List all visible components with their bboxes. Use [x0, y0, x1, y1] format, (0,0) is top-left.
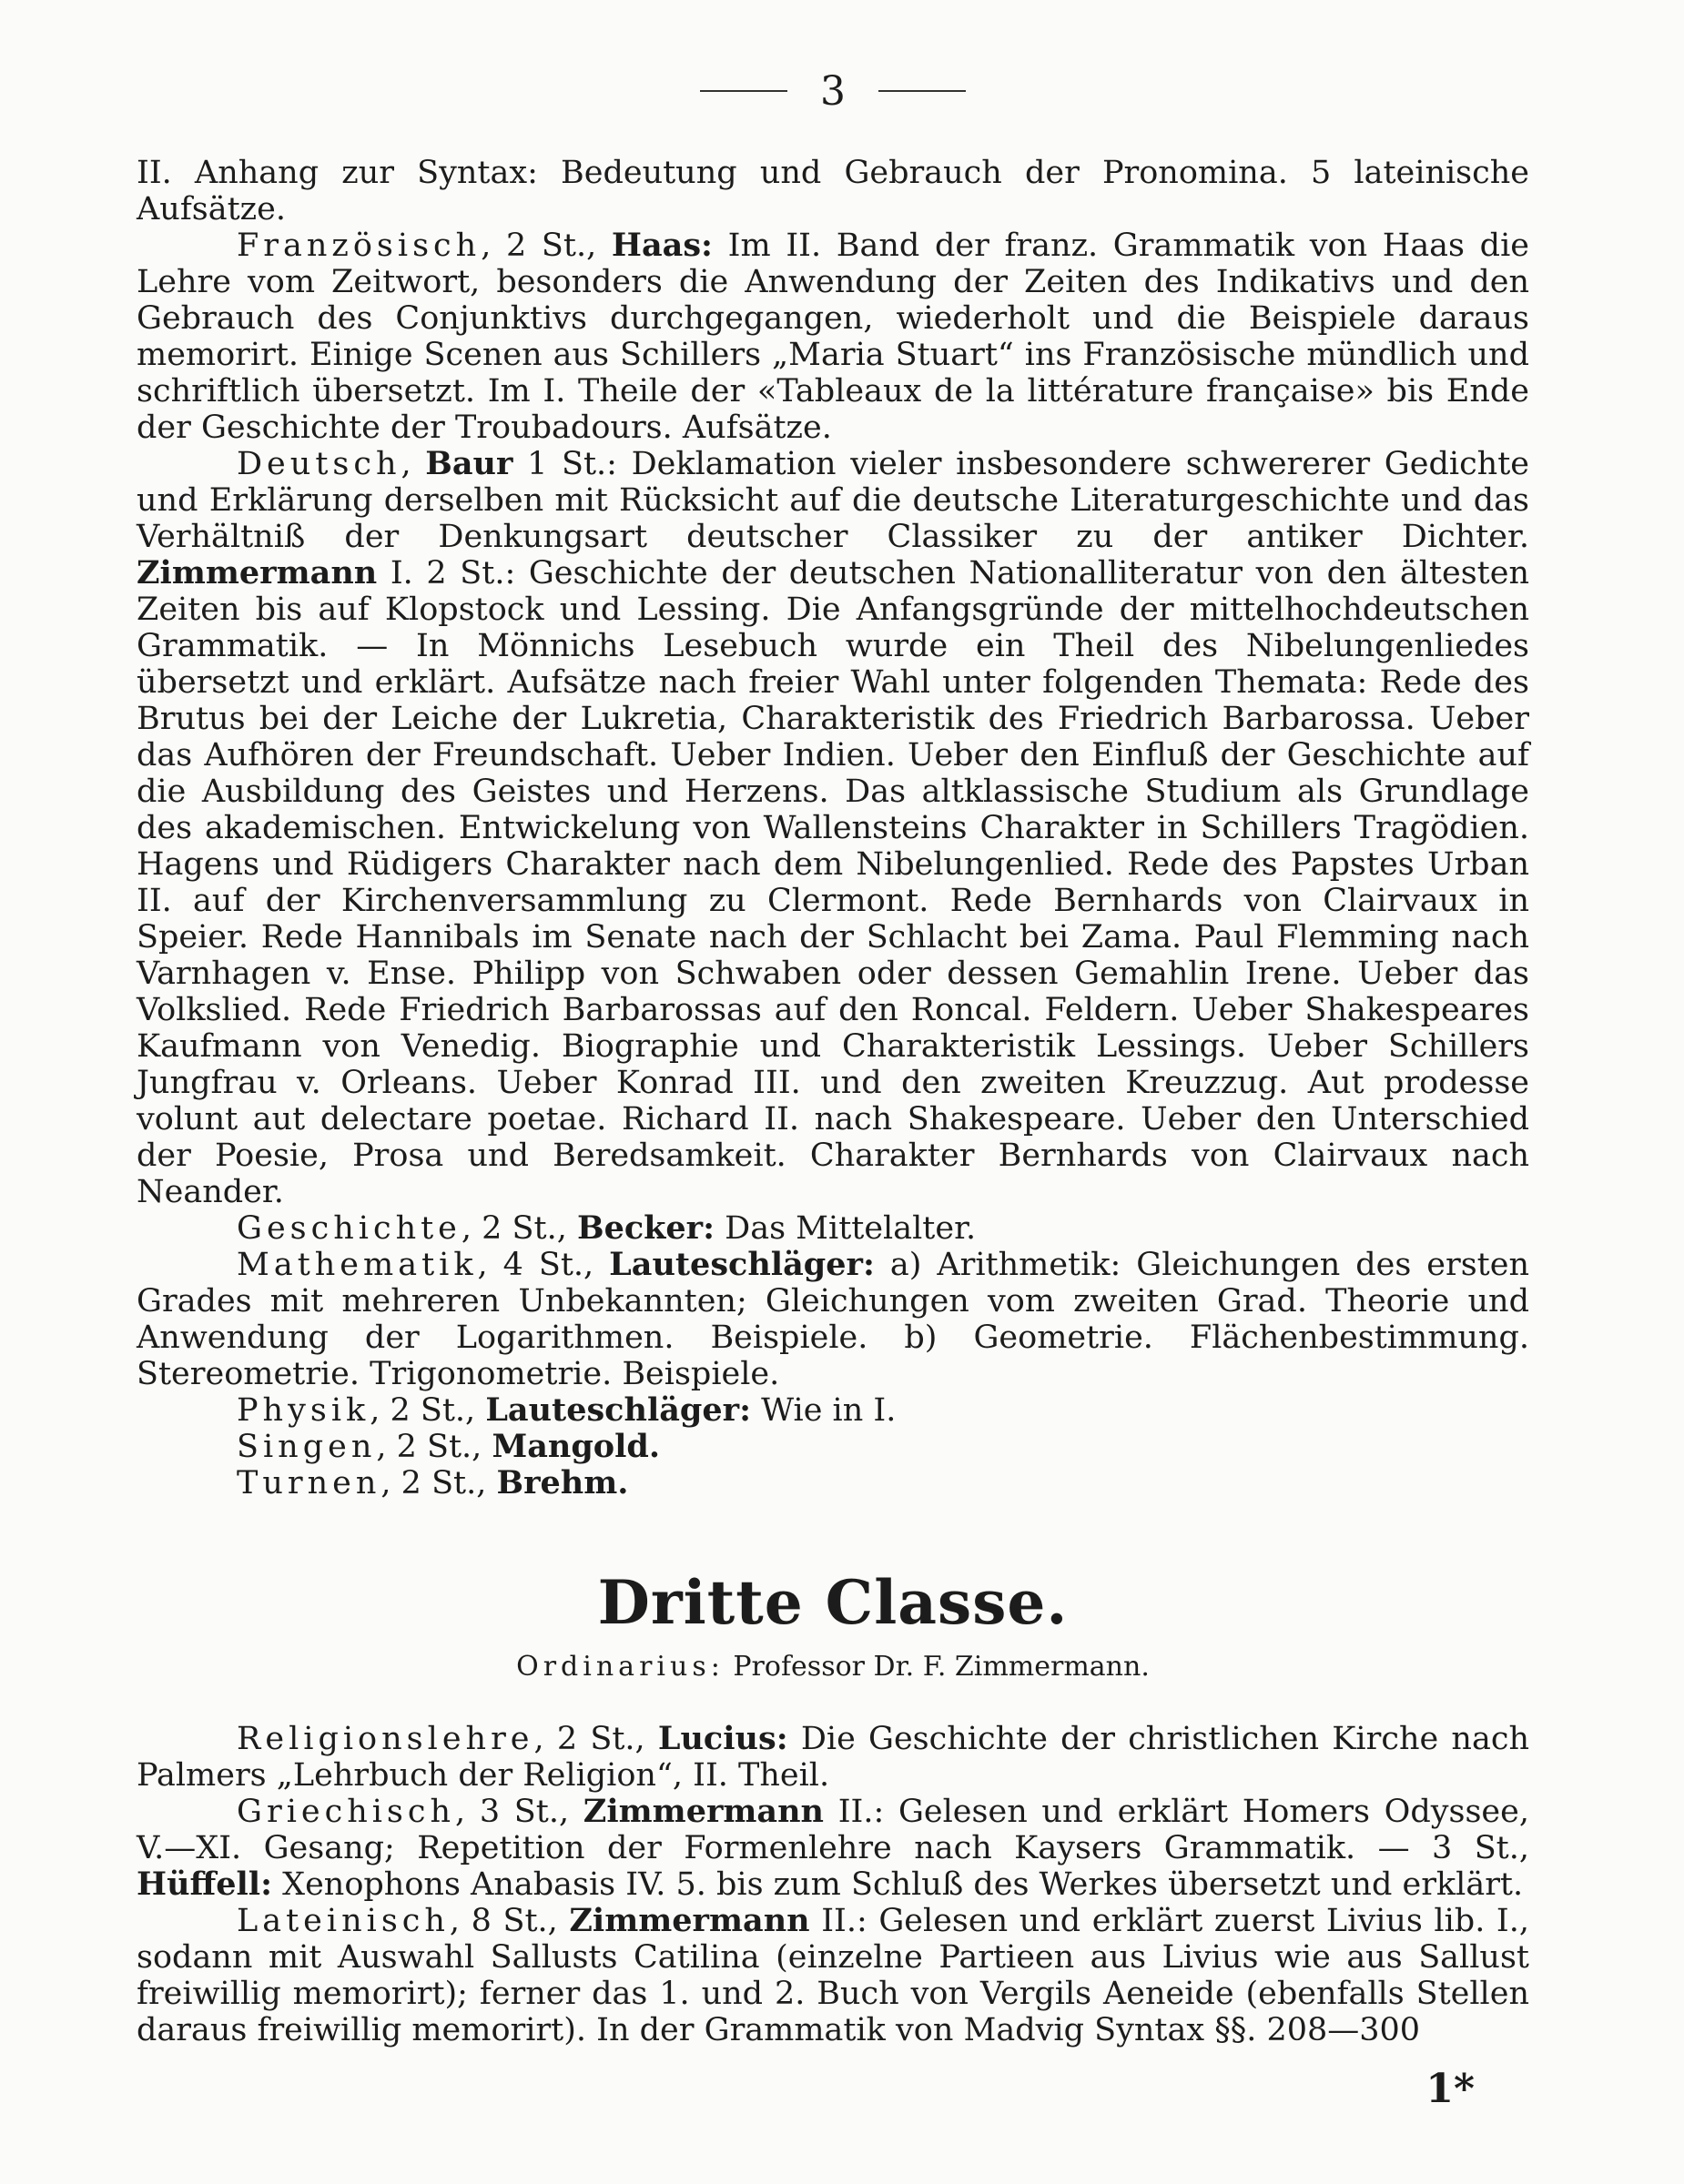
teacher-name: Becker: — [576, 1209, 715, 1247]
body-text: II.: Gelesen und erklärt zuerst Livius lib. I., sodann mit Auswahl Sallusts Catilina (einzelne Partieen aus Livius wie aus Sallust freiwillig memorirt); ferner das 1. und 2. Buch von Vergils Aeneide (ebenfalls Stellen daraus freiwillig memorirt). In der Grammatik von Madvig Syntax §§. 208—300 — [137, 1903, 1529, 2048]
hours-2: 1 St.: — [512, 446, 617, 482]
teacher-name: Zimmermann — [583, 1793, 825, 1830]
hours: , 4 St., — [477, 1247, 610, 1283]
paragraph-religion — [137, 1721, 1529, 1794]
teacher-name: Brehm. — [496, 1464, 629, 1502]
subject-name: Turnen — [237, 1465, 381, 1502]
page-header — [137, 64, 1529, 118]
header-rule-left — [700, 90, 787, 92]
body-text: a) Arithmetik: Gleichungen des ersten Grades mit mehreren Unbekannten; Gleichungen vom zweiten Grad. Theorie und Anwendung der Logarithmen. Beispiele. b) Geometrie. Flächenbestimmung. Stereometrie. Trigonometrie. Beispiele. — [137, 1247, 1529, 1392]
teacher-name-2: Hüffell: — [137, 1866, 273, 1903]
body-text: Das Mittelalter. — [715, 1210, 977, 1247]
hours: , 2 St., — [380, 1465, 497, 1502]
body-text: Im II. Band der franz. Grammatik von Haas die Lehre vom Zeitwort, besonders die Anwendung der Zeiten des Indikativs und den Gebrauch des Conjunktivs durchgegangen, wiederholt und die Beispiele daraus memorirt. Einige Scenen aus Schillers „Maria Stuart“ ins Französische mündlich und schriftlich übersetzt. Im I. Theile der «Tableaux de la littérature française» bis Ende der Geschichte der Troubadours. Aufsätze. — [137, 228, 1529, 446]
paragraph-lateinisch — [137, 1903, 1529, 2048]
body-text: Die Geschichte der christlichen Kirche nach Palmers „Lehrbuch der Religion“, II. Theil. — [137, 1721, 1529, 1794]
teacher-name: Zimmermann — [569, 1902, 810, 1939]
teacher-name: Lucius: — [657, 1720, 788, 1757]
paragraph-geschichte — [137, 1210, 1529, 1247]
hours: , 2 St., — [370, 1392, 486, 1429]
paragraph-deutsch — [137, 446, 1529, 1210]
hours: , — [401, 446, 426, 482]
body-text-2: I. 2 St.: Geschichte der deutschen Nationalliteratur von den ältesten Zeiten bis auf Klopstock und Lessing. Die Anfangsgründe der mittelhochdeutschen Grammatik. — In Mönnichs Lesebuch wurde ein Theil des Nibelungenliedes übersetzt und erklärt. Aufsätze nach freier Wahl unter folgenden Themata: Rede des Brutus bei der Leiche der Lukretia, Charakteristik des Friedrich Barbarossa. Ueber das Aufhören der Freundschaft. Ueber Indien. Ueber den Einfluß der Geschichte auf die Ausbildung des Geistes und Herzens. Das altklassische Studium als Grundlage des akademischen. Entwickelung von Wallensteins Charakter in Schillers Tragödien. Hagens und Rüdigers Charakter nach dem Nibelungenlied. Rede des Papstes Urban II. auf der Kirchenversammlung zu Clermont. Rede Bernhards von Clairvaux in Speier. Rede Hannibals im Senate nach der Schlacht bei Zama. Paul Flemming nach Varnhagen v. Ense. Philipp von Schwaben oder dessen Gemahlin Irene. Ueber das Volkslied. Rede Friedrich Barbarossas auf den Roncal. Feldern. Ueber Shakespeares Kaufmann von Venedig. Biographie und Charakteristik Lessings. Ueber Schillers Jungfrau v. Orleans. Ueber Konrad III. und den zweiten Kreuzzug. Aut prodesse volunt aut delectare poetae. Richard II. nach Shakespeare. Ueber den Unterschied der Poesie, Prosa und Beredsamkeit. Charakter Bernhards von Clairvaux nach Neander. — [137, 555, 1529, 1210]
paragraph-franzoesisch — [137, 228, 1529, 446]
subject-name: Deutsch — [237, 446, 401, 482]
page — [137, 64, 1529, 2048]
signature-mark: 1* — [1425, 2066, 1475, 2112]
paragraph-physik — [237, 1392, 1529, 1429]
teacher-name: Mangold. — [492, 1428, 661, 1465]
ordinarius-line — [137, 1651, 1529, 1683]
body-text-2: Xenophons Anabasis IV. 5. bis zum Schluß des Werkes übersetzt und erklärt. — [272, 1866, 1524, 1903]
teacher-name: Lauteschläger: — [609, 1246, 875, 1283]
subject-name: Lateinisch — [237, 1903, 450, 1939]
paragraph-turnen — [237, 1465, 1529, 1502]
subject-name: Griechisch — [237, 1794, 456, 1830]
hours: , 2 St., — [376, 1429, 492, 1465]
paragraph-griechisch — [137, 1794, 1529, 1903]
teacher-name: Baur — [425, 445, 513, 482]
intro-paragraph: II. Anhang zur Syntax: Bedeutung und Gebrauch der Pronomina. 5 lateinische Aufsätze. — [137, 155, 1529, 228]
section-title: Dritte Classe. — [597, 1567, 1069, 1638]
subject-name: Französisch — [237, 228, 482, 264]
subject-name: Mathematik — [237, 1247, 478, 1283]
paragraph-mathematik — [137, 1247, 1529, 1392]
ordinarius-label: Ordinarius: — [516, 1651, 725, 1683]
hours: , 2 St., — [481, 228, 612, 264]
subject-name: Singen — [237, 1429, 377, 1465]
hours: , 3 St., — [455, 1794, 583, 1830]
ordinarius-text: Professor Dr. F. Zimmermann. — [724, 1651, 1150, 1683]
body-text-1: Deklamation vieler insbesondere schwererer Gedichte und Erklärung derselben mit Rücksicht auf die deutsche Literaturgeschichte und das Verhältniß der Denkungsart deutscher Classiker zu der antiker Dichter. — [137, 446, 1529, 555]
hours: , 8 St., — [449, 1903, 570, 1939]
body-text-1: II.: Gelesen und erklärt Homers Odyssee, V.—XI. Gesang; Repetition der Formenlehre nach Kaysers Grammatik. — 3 St., — [137, 1794, 1529, 1866]
hours: , 2 St., — [461, 1210, 577, 1247]
paragraph-singen — [237, 1429, 1529, 1465]
page-number: 3 — [820, 67, 846, 115]
body-text: Wie in I. — [751, 1392, 897, 1429]
subject-name: Geschichte — [237, 1210, 462, 1247]
teacher-name: Lauteschläger: — [485, 1391, 752, 1429]
teacher-name: Haas: — [611, 227, 713, 264]
subject-name: Religionslehre — [237, 1721, 534, 1757]
header-rule-right — [878, 90, 966, 92]
teacher-name-2: Zimmermann — [137, 554, 378, 592]
subject-name: Physik — [237, 1392, 370, 1429]
hours: , 2 St., — [533, 1721, 658, 1757]
